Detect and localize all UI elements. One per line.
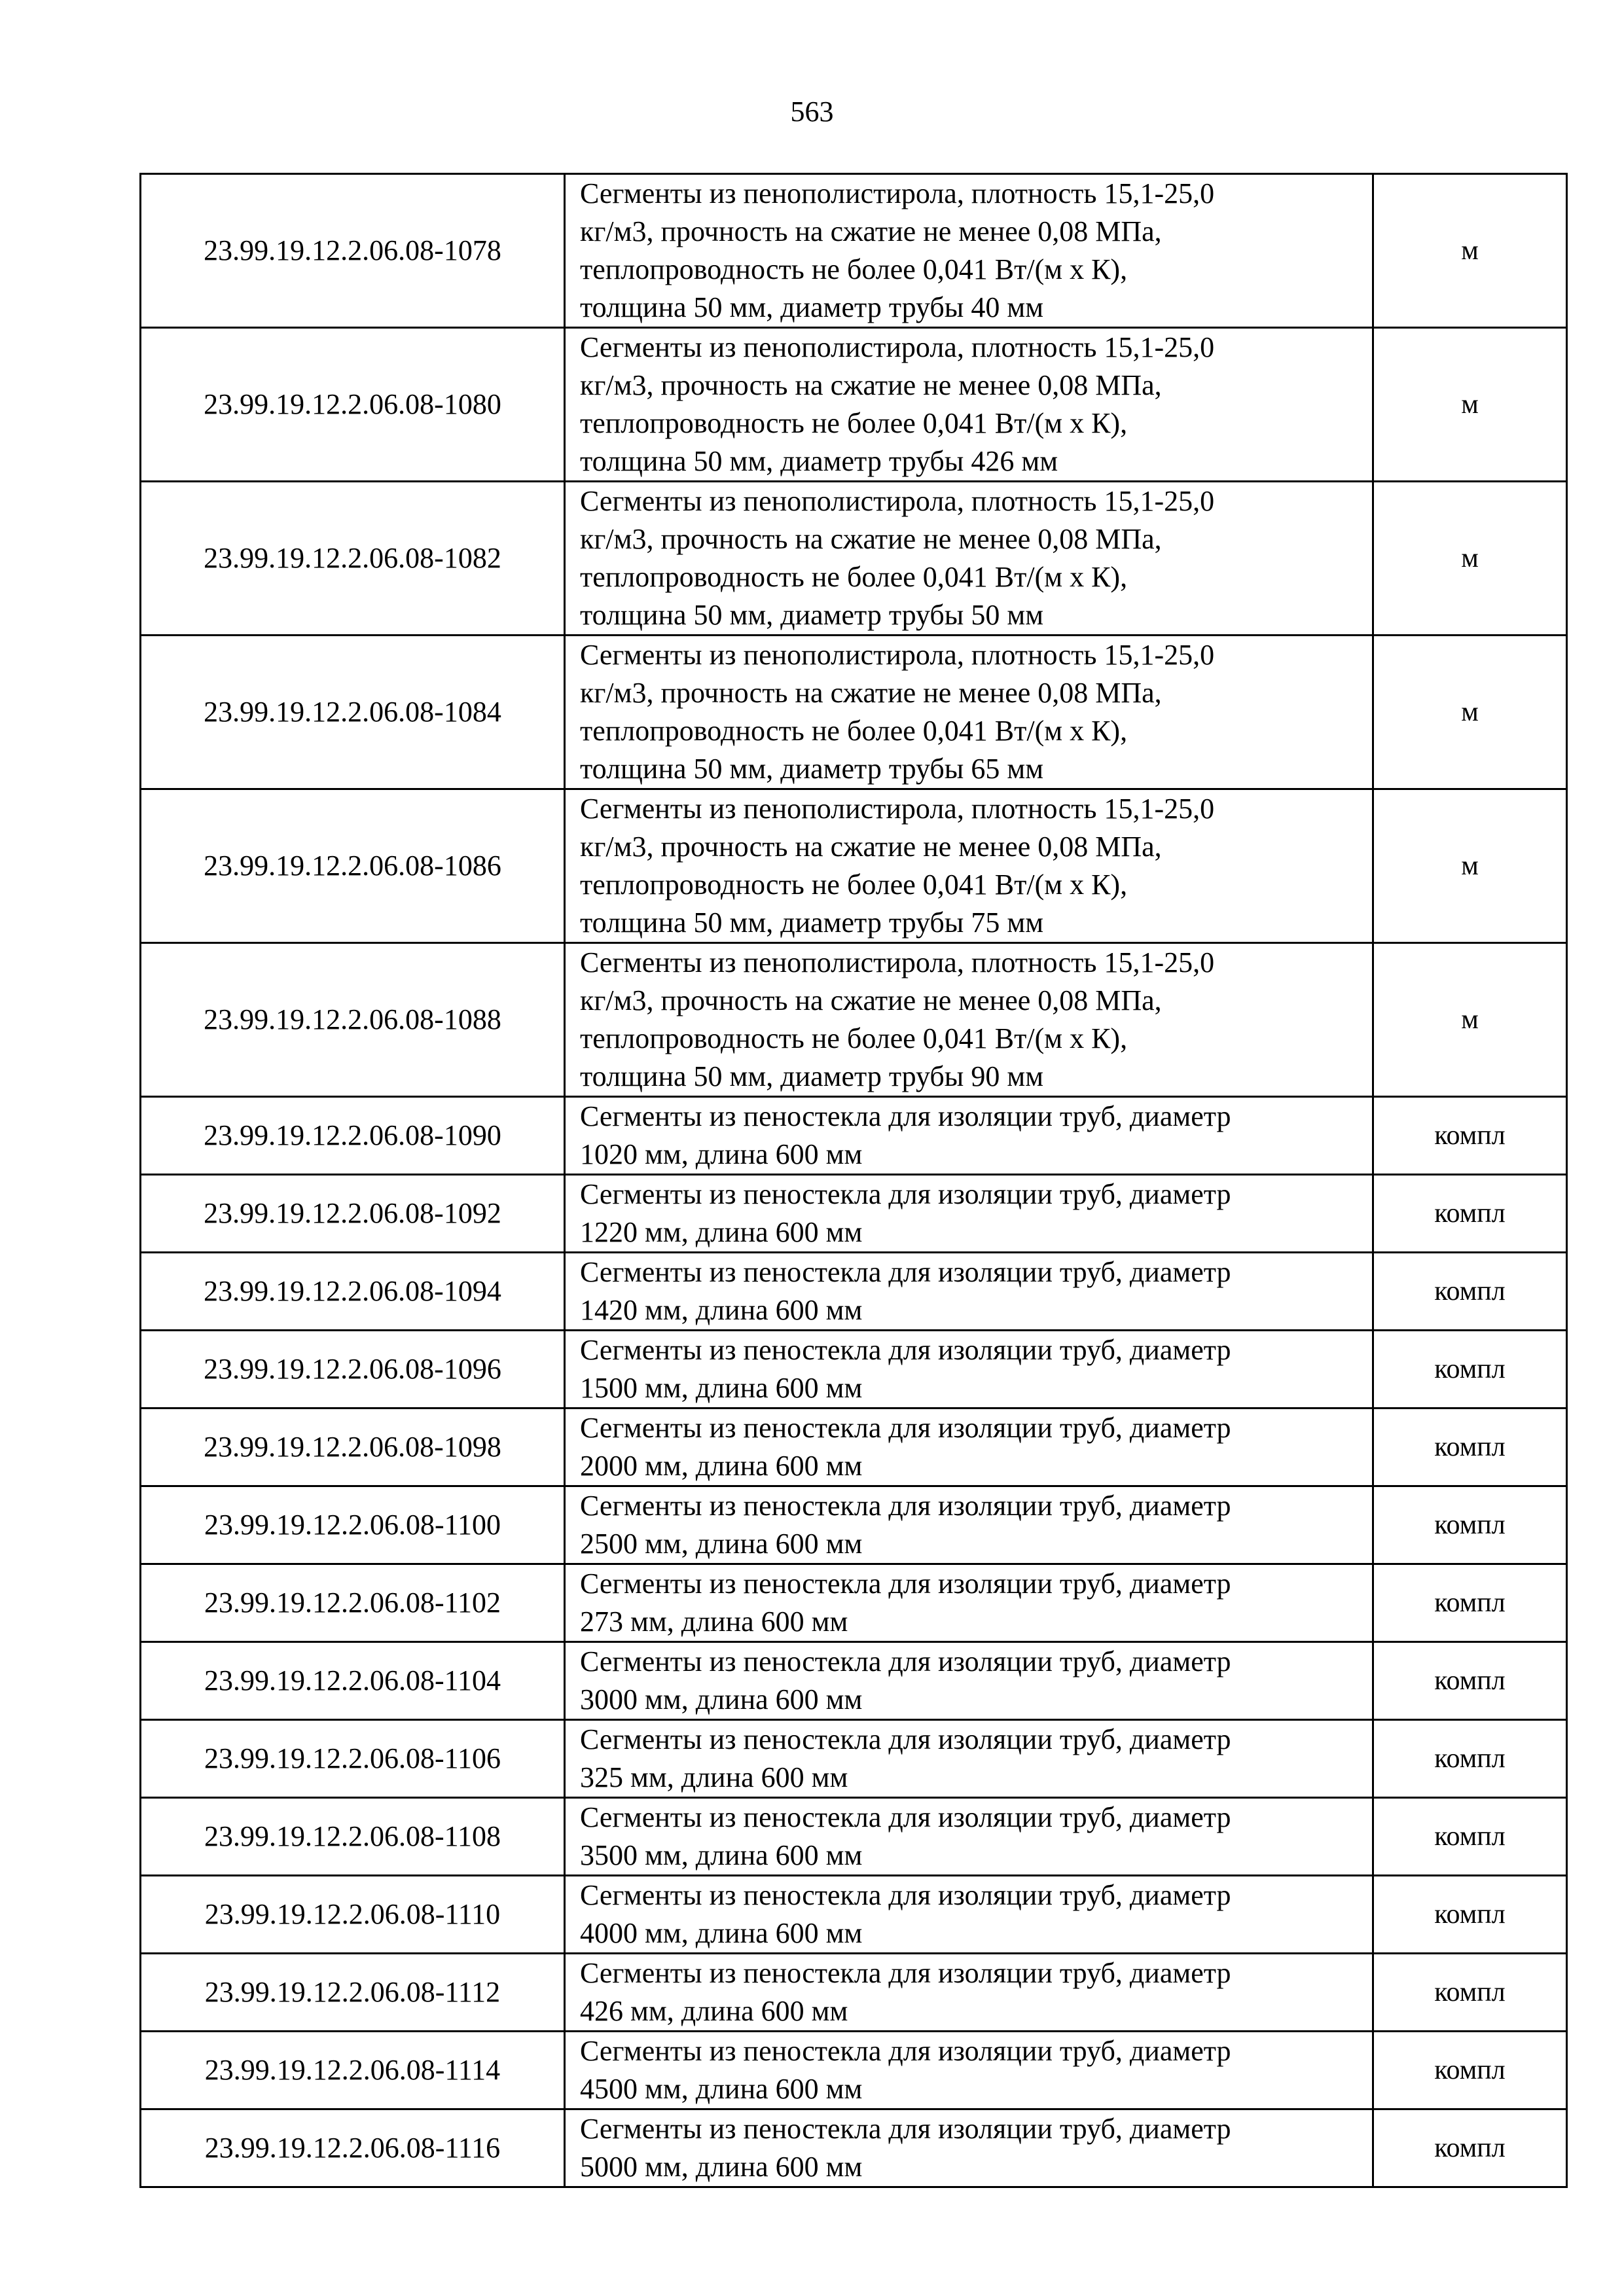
description-line: Сегменты из пенополистирола, плотность 15,1-25,0 bbox=[580, 331, 1215, 363]
description-line: 1220 мм, длина 600 мм bbox=[580, 1216, 863, 1248]
description-line: 325 мм, длина 600 мм bbox=[580, 1761, 848, 1793]
unit-cell: м bbox=[1373, 789, 1567, 943]
description-line: Сегменты из пеностекла для изоляции труб, диаметр bbox=[580, 1100, 1231, 1132]
unit-cell: компл bbox=[1373, 1175, 1567, 1253]
resource-code-cell: 23.99.19.12.2.06.08-1088 bbox=[141, 943, 565, 1097]
description-cell bbox=[565, 2109, 1373, 2187]
table-row bbox=[141, 1564, 1567, 1642]
description-cell bbox=[565, 1798, 1373, 1876]
page-number: 563 bbox=[790, 96, 834, 128]
description-line: Сегменты из пеностекла для изоляции труб, диаметр bbox=[580, 1178, 1231, 1210]
table-row bbox=[141, 2032, 1567, 2109]
unit-cell: компл bbox=[1373, 2032, 1567, 2109]
description-line: теплопроводность не более 0,041 Вт/(м х К), bbox=[580, 407, 1128, 439]
unit-cell: компл bbox=[1373, 1564, 1567, 1642]
description-cell bbox=[565, 1486, 1373, 1564]
materials-table bbox=[139, 173, 1568, 2188]
description-line: Сегменты из пенополистирола, плотность 15,1-25,0 bbox=[580, 793, 1215, 825]
description-line: теплопроводность не более 0,041 Вт/(м х К), bbox=[580, 869, 1128, 901]
description-line: Сегменты из пеностекла для изоляции труб, диаметр bbox=[580, 1568, 1231, 1600]
table-row bbox=[141, 1876, 1567, 1954]
unit-cell: компл bbox=[1373, 1097, 1567, 1175]
description-line: Сегменты из пенополистирола, плотность 15,1-25,0 bbox=[580, 177, 1215, 209]
description-line: 1420 мм, длина 600 мм bbox=[580, 1294, 863, 1326]
unit-cell: компл bbox=[1373, 1954, 1567, 2032]
description-cell bbox=[565, 1408, 1373, 1486]
description-cell bbox=[565, 636, 1373, 789]
unit-cell: компл bbox=[1373, 1486, 1567, 1564]
description-line: теплопроводность не более 0,041 Вт/(м х К), bbox=[580, 253, 1128, 285]
description-line: теплопроводность не более 0,041 Вт/(м х К), bbox=[580, 1022, 1128, 1054]
description-line: 4000 мм, длина 600 мм bbox=[580, 1917, 863, 1949]
description-line: толщина 50 мм, диаметр трубы 65 мм bbox=[580, 753, 1044, 785]
description-line: Сегменты из пеностекла для изоляции труб, диаметр bbox=[580, 1645, 1231, 1677]
resource-code-cell: 23.99.19.12.2.06.08-1086 bbox=[141, 789, 565, 943]
description-line: толщина 50 мм, диаметр трубы 426 мм bbox=[580, 445, 1058, 477]
table-row bbox=[141, 1720, 1567, 1798]
resource-code-cell: 23.99.19.12.2.06.08-1114 bbox=[141, 2032, 565, 2109]
description-line: толщина 50 мм, диаметр трубы 50 мм bbox=[580, 599, 1044, 631]
unit-cell: компл bbox=[1373, 1331, 1567, 1408]
description-cell bbox=[565, 1876, 1373, 1954]
description-cell bbox=[565, 1097, 1373, 1175]
unit-cell: м bbox=[1373, 174, 1567, 328]
description-line: Сегменты из пеностекла для изоляции труб, диаметр bbox=[580, 1801, 1231, 1833]
resource-code-cell: 23.99.19.12.2.06.08-1116 bbox=[141, 2109, 565, 2187]
description-line: Сегменты из пеностекла для изоляции труб, диаметр bbox=[580, 1490, 1231, 1522]
resource-code-cell: 23.99.19.12.2.06.08-1078 bbox=[141, 174, 565, 328]
table-row bbox=[141, 789, 1567, 943]
description-line: Сегменты из пеностекла для изоляции труб, диаметр bbox=[580, 1723, 1231, 1755]
resource-code-cell: 23.99.19.12.2.06.08-1104 bbox=[141, 1642, 565, 1720]
table-row bbox=[141, 1486, 1567, 1564]
description-line: Сегменты из пеностекла для изоляции труб, диаметр bbox=[580, 1879, 1231, 1911]
unit-cell: м bbox=[1373, 328, 1567, 482]
unit-cell: компл bbox=[1373, 1642, 1567, 1720]
description-line: кг/м3, прочность на сжатие не менее 0,08 МПа, bbox=[580, 523, 1162, 555]
unit-cell: компл bbox=[1373, 2109, 1567, 2187]
description-cell bbox=[565, 1642, 1373, 1720]
description-cell bbox=[565, 1253, 1373, 1331]
description-line: 5000 мм, длина 600 мм bbox=[580, 2151, 863, 2183]
resource-code-cell: 23.99.19.12.2.06.08-1102 bbox=[141, 1564, 565, 1642]
unit-cell: м bbox=[1373, 482, 1567, 636]
unit-cell: м bbox=[1373, 636, 1567, 789]
description-line: Сегменты из пеностекла для изоляции труб, диаметр bbox=[580, 1256, 1231, 1288]
table-row bbox=[141, 943, 1567, 1097]
resource-code-cell: 23.99.19.12.2.06.08-1108 bbox=[141, 1798, 565, 1876]
description-line: Сегменты из пеностекла для изоляции труб, диаметр bbox=[580, 2035, 1231, 2067]
description-line: 3000 мм, длина 600 мм bbox=[580, 1683, 863, 1715]
resource-code-cell: 23.99.19.12.2.06.08-1100 bbox=[141, 1486, 565, 1564]
description-line: Сегменты из пеностекла для изоляции труб, диаметр bbox=[580, 1412, 1231, 1444]
description-cell bbox=[565, 789, 1373, 943]
unit-cell: компл bbox=[1373, 1253, 1567, 1331]
resource-code-cell: 23.99.19.12.2.06.08-1094 bbox=[141, 1253, 565, 1331]
description-cell bbox=[565, 1564, 1373, 1642]
description-cell bbox=[565, 1331, 1373, 1408]
description-line: Сегменты из пеностекла для изоляции труб, диаметр bbox=[580, 2113, 1231, 2145]
table-row bbox=[141, 2109, 1567, 2187]
table-body bbox=[141, 174, 1567, 2187]
unit-cell: компл bbox=[1373, 1720, 1567, 1798]
description-cell bbox=[565, 1954, 1373, 2032]
table-row bbox=[141, 1097, 1567, 1175]
table-row bbox=[141, 1253, 1567, 1331]
description-cell bbox=[565, 1175, 1373, 1253]
table-row bbox=[141, 636, 1567, 789]
table-row bbox=[141, 482, 1567, 636]
description-cell bbox=[565, 943, 1373, 1097]
table-row bbox=[141, 1408, 1567, 1486]
table-row bbox=[141, 1642, 1567, 1720]
description-line: 2000 мм, длина 600 мм bbox=[580, 1450, 863, 1482]
description-line: 4500 мм, длина 600 мм bbox=[580, 2073, 863, 2105]
description-cell bbox=[565, 2032, 1373, 2109]
unit-cell: компл bbox=[1373, 1876, 1567, 1954]
description-line: 1020 мм, длина 600 мм bbox=[580, 1138, 863, 1170]
description-line: кг/м3, прочность на сжатие не менее 0,08 МПа, bbox=[580, 369, 1162, 401]
table-row bbox=[141, 174, 1567, 328]
resource-code-cell: 23.99.19.12.2.06.08-1084 bbox=[141, 636, 565, 789]
table-row bbox=[141, 1798, 1567, 1876]
description-line: кг/м3, прочность на сжатие не менее 0,08 МПа, bbox=[580, 215, 1162, 247]
description-cell bbox=[565, 1720, 1373, 1798]
description-cell bbox=[565, 174, 1373, 328]
table-row bbox=[141, 1954, 1567, 2032]
description-cell bbox=[565, 482, 1373, 636]
description-line: теплопроводность не более 0,041 Вт/(м х К), bbox=[580, 561, 1128, 593]
description-line: Сегменты из пеностекла для изоляции труб, диаметр bbox=[580, 1334, 1231, 1366]
unit-cell: компл bbox=[1373, 1798, 1567, 1876]
description-cell bbox=[565, 328, 1373, 482]
unit-cell: компл bbox=[1373, 1408, 1567, 1486]
description-line: Сегменты из пенополистирола, плотность 15,1-25,0 bbox=[580, 639, 1215, 671]
description-line: 1500 мм, длина 600 мм bbox=[580, 1372, 863, 1404]
description-line: толщина 50 мм, диаметр трубы 40 мм bbox=[580, 291, 1044, 323]
table-row bbox=[141, 1175, 1567, 1253]
resource-code-cell: 23.99.19.12.2.06.08-1082 bbox=[141, 482, 565, 636]
description-line: Сегменты из пенополистирола, плотность 15,1-25,0 bbox=[580, 946, 1215, 978]
description-line: толщина 50 мм, диаметр трубы 75 мм bbox=[580, 906, 1044, 939]
description-line: 3500 мм, длина 600 мм bbox=[580, 1839, 863, 1871]
unit-cell: м bbox=[1373, 943, 1567, 1097]
resource-code-cell: 23.99.19.12.2.06.08-1080 bbox=[141, 328, 565, 482]
resource-code-cell: 23.99.19.12.2.06.08-1112 bbox=[141, 1954, 565, 2032]
description-line: кг/м3, прочность на сжатие не менее 0,08 МПа, bbox=[580, 831, 1162, 863]
resource-code-cell: 23.99.19.12.2.06.08-1110 bbox=[141, 1876, 565, 1954]
resource-code-cell: 23.99.19.12.2.06.08-1106 bbox=[141, 1720, 565, 1798]
description-line: Сегменты из пеностекла для изоляции труб, диаметр bbox=[580, 1957, 1231, 1989]
table-row bbox=[141, 1331, 1567, 1408]
description-line: теплопроводность не более 0,041 Вт/(м х К), bbox=[580, 715, 1128, 747]
description-line: кг/м3, прочность на сжатие не менее 0,08 МПа, bbox=[580, 677, 1162, 709]
description-line: 273 мм, длина 600 мм bbox=[580, 1605, 848, 1638]
description-line: 426 мм, длина 600 мм bbox=[580, 1995, 848, 2027]
description-line: 2500 мм, длина 600 мм bbox=[580, 1528, 863, 1560]
resource-code-cell: 23.99.19.12.2.06.08-1098 bbox=[141, 1408, 565, 1486]
description-line: толщина 50 мм, диаметр трубы 90 мм bbox=[580, 1060, 1044, 1092]
table-row bbox=[141, 328, 1567, 482]
resource-code-cell: 23.99.19.12.2.06.08-1092 bbox=[141, 1175, 565, 1253]
resource-code-cell: 23.99.19.12.2.06.08-1096 bbox=[141, 1331, 565, 1408]
description-line: Сегменты из пенополистирола, плотность 15,1-25,0 bbox=[580, 485, 1215, 517]
description-line: кг/м3, прочность на сжатие не менее 0,08 МПа, bbox=[580, 984, 1162, 1016]
resource-code-cell: 23.99.19.12.2.06.08-1090 bbox=[141, 1097, 565, 1175]
